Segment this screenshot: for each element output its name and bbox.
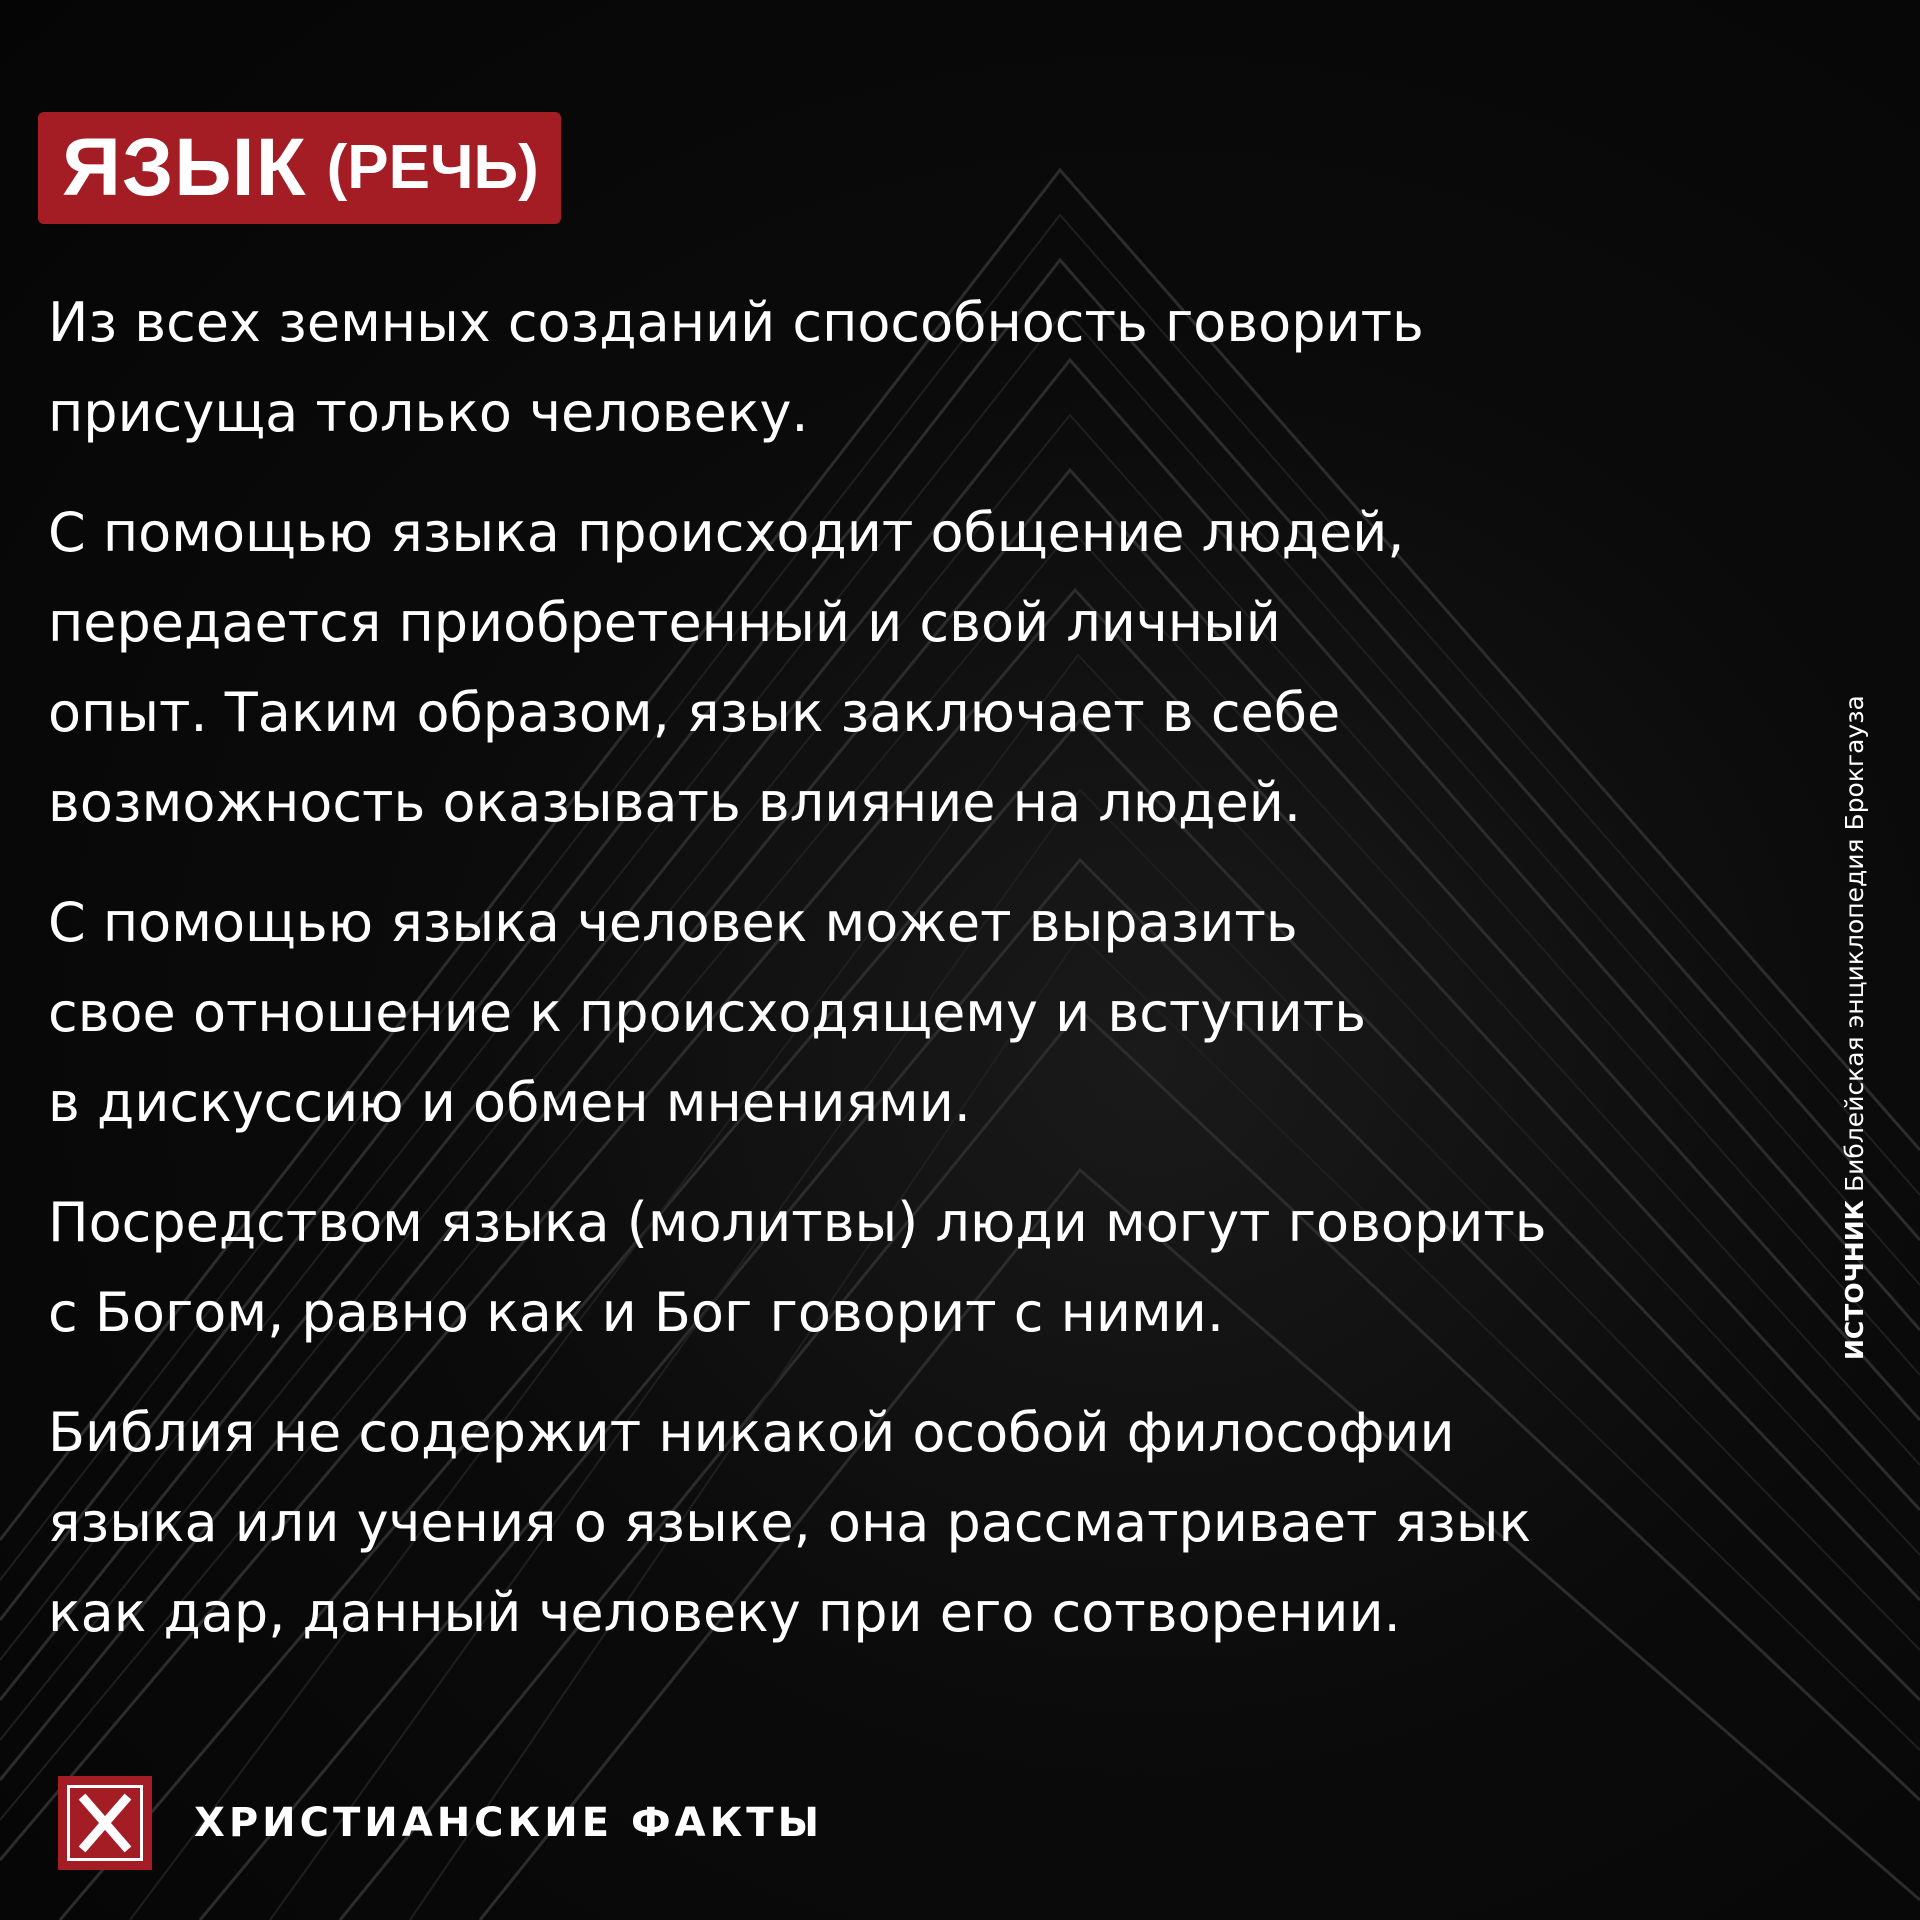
paragraph-line: в дискуссию и обмен мнениями. (48, 1071, 971, 1134)
paragraph-line: с Богом, равно как и Бог говорит с ними. (48, 1281, 1225, 1344)
paragraph-line: присуща только человеку. (48, 381, 809, 444)
paragraph-line: как дар, данный человеку при его сотворении. (48, 1581, 1401, 1644)
page-title: ЯЗЫК (62, 122, 307, 213)
page-subtitle: (РЕЧЬ) (326, 133, 539, 202)
paragraph-line: возможность оказывать влияние на людей. (48, 771, 1301, 834)
paragraph-line: языка или учения о языке, она рассматривает язык (48, 1491, 1532, 1554)
paragraph-line: Из всех земных созданий способность говорить (48, 291, 1424, 354)
paragraph (48, 1178, 1808, 1358)
paragraph (48, 1388, 1808, 1658)
paragraph-line: Посредством языка (молитвы) люди могут говорить (48, 1191, 1547, 1254)
source-text: Библейская энциклопедия Брокгауза (1840, 695, 1869, 1192)
paragraph-line: опыт. Таким образом, язык заключает в себе (48, 681, 1341, 744)
source-label: ИСТОЧНИК (1840, 1199, 1869, 1360)
paragraph (48, 278, 1808, 458)
x-glyph-icon (58, 1776, 152, 1870)
brand-name: ХРИСТИАНСКИЕ ФАКТЫ (194, 1800, 824, 1846)
article-body (48, 278, 1808, 1688)
x-logo-icon (58, 1776, 152, 1870)
source-credit (1840, 695, 1869, 1360)
title-badge (38, 112, 561, 224)
paragraph (48, 878, 1808, 1148)
paragraph-line: свое отношение к происходящему и вступить (48, 981, 1367, 1044)
paragraph-line: передается приобретенный и свой личный (48, 591, 1281, 654)
paragraph-line: С помощью языка человек может выразить (48, 891, 1298, 954)
footer-brand (58, 1776, 823, 1870)
paragraph-line: С помощью языка происходит общение людей, (48, 501, 1405, 564)
paragraph-line: Библия не содержит никакой особой философии (48, 1401, 1455, 1464)
paragraph (48, 488, 1808, 848)
